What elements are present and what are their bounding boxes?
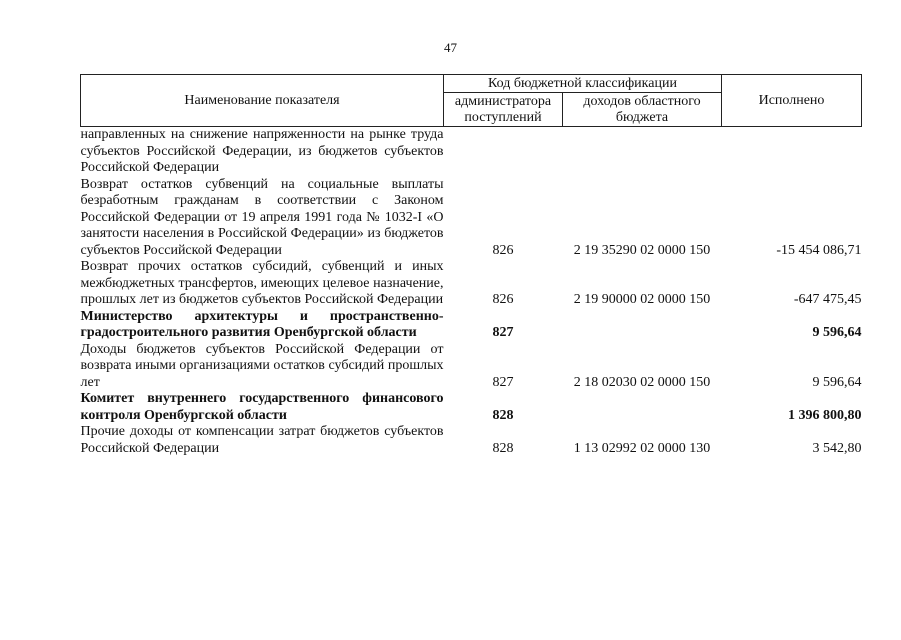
page-number: 47 [444, 40, 457, 55]
header-income: доходов областного бюджета [563, 93, 722, 127]
header-executed: Исполнено [722, 75, 862, 127]
table-header [81, 75, 862, 127]
table-row [81, 177, 862, 260]
table-row [81, 391, 862, 424]
header-admin: администратора поступлений [444, 93, 563, 127]
row-code: 2 18 02030 02 0000 150 [573, 374, 711, 390]
row-amount: 3 542,80 [812, 440, 862, 456]
row-admin: 826 [492, 242, 514, 258]
row-code: 2 19 90000 02 0000 150 [573, 292, 711, 307]
table-row [81, 424, 862, 457]
budget-table [80, 74, 862, 457]
table-row [81, 259, 862, 309]
row-amount: 9 596,64 [812, 374, 862, 390]
row-admin: 827 [492, 374, 514, 390]
row-name: Возврат прочих остатков субсидий, субвенций и иных межбюджетных трансфертов, имеющих целевое назначение, прошлых лет из бюджетов субъектов Российской Федерации [80, 259, 444, 307]
header-code-group: Код бюджетной классификации [444, 75, 722, 93]
row-name: Доходы бюджетов субъектов Российской Федерации от возврата иными организациями остатков субсидий прошлых лет [80, 341, 444, 390]
row-code: 2 19 35290 02 0000 150 [573, 242, 711, 258]
row-name: Комитет внутреннего государственного финансового контроля Оренбургской области [80, 391, 444, 423]
table-row [81, 127, 862, 177]
row-amount: 1 396 800,80 [788, 407, 862, 423]
row-name: направленных на снижение напряженности на рынке труда субъектов Российской Федерации, из бюджетов субъектов Российской Федерации [80, 127, 444, 175]
row-admin: 827 [492, 325, 514, 340]
row-amount: -15 454 086,71 [776, 242, 862, 258]
table-row [81, 342, 862, 392]
row-code: 1 13 02992 02 0000 130 [573, 440, 711, 456]
row-amount: 9 596,64 [812, 325, 862, 340]
row-admin: 828 [492, 407, 514, 423]
row-admin: 828 [492, 440, 514, 456]
row-admin: 826 [492, 292, 514, 307]
row-code [563, 309, 722, 342]
row-admin [444, 127, 563, 177]
table-row [81, 309, 862, 342]
row-code [563, 391, 722, 424]
row-name: Министерство архитектуры и пространственно-градостроительного развития Оренбургской области [80, 308, 444, 340]
row-amount: -647 475,45 [793, 292, 862, 307]
row-amount [722, 127, 862, 177]
table-body [81, 127, 862, 458]
row-code [563, 127, 722, 177]
row-name: Прочие доходы от компенсации затрат бюджетов субъектов Российской Федерации [80, 424, 444, 456]
header-name: Наименование показателя [81, 75, 444, 127]
row-name: Возврат остатков субвенций на социальные выплаты безработным гражданам в соответствии с Законом Российской Федерации от 19 апреля 1991 года № 1032-I «О занятости населения в Российской Федерации» из бюджетов субъектов Российской Федерации [80, 176, 444, 258]
